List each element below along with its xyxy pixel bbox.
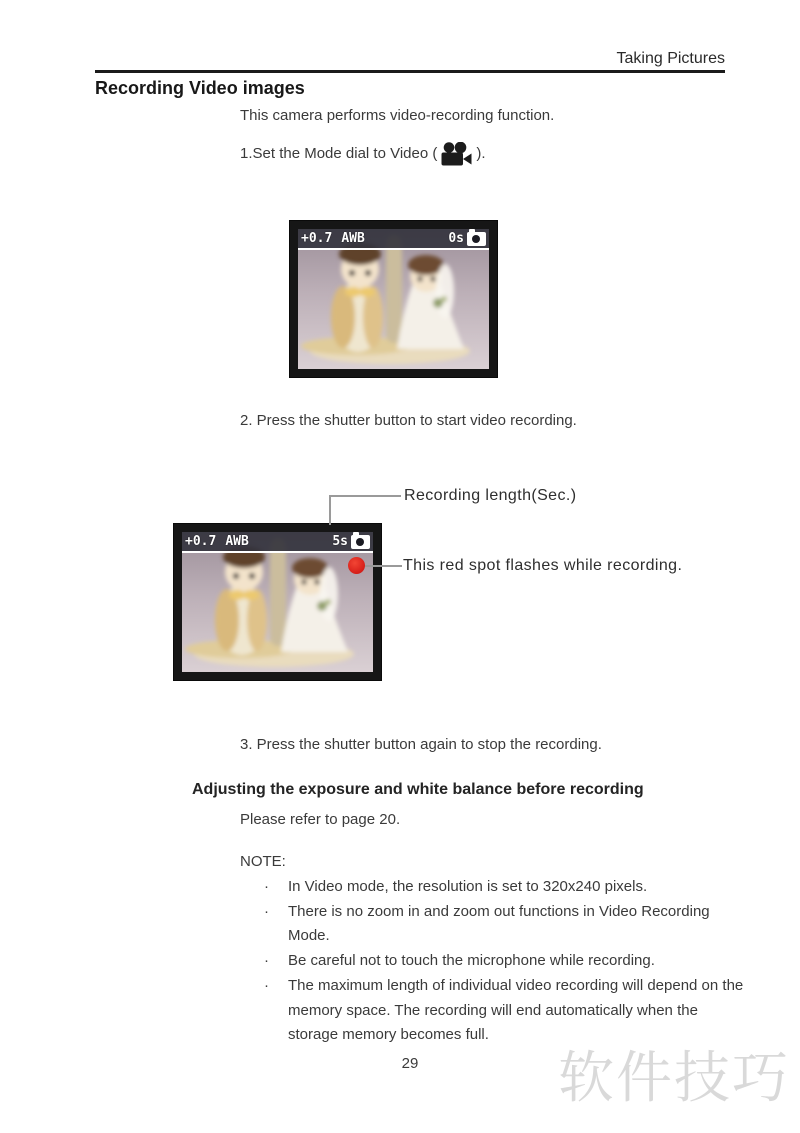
note-item (264, 949, 750, 974)
lcd-photo-figurines (182, 532, 373, 672)
lcd-screen (298, 229, 489, 369)
page-title: Recording Video images (95, 78, 305, 98)
subsection-body: Please refer to page 20. (240, 811, 401, 828)
step-1 (240, 142, 486, 166)
bullet-icon: · (264, 976, 269, 994)
callout-line-red-spot (364, 565, 402, 567)
bullet-icon: · (264, 952, 269, 970)
note-label: NOTE: (240, 853, 286, 870)
page-number: 29 (401, 1055, 419, 1072)
red-spot-label: This red spot flashes while recording. (403, 557, 683, 574)
step-3: 3. Press the shutter button again to stop the recording. (240, 736, 602, 753)
note-list (264, 875, 750, 1048)
note-item-text: The maximum length of individual video recording will depend on the memory space. The recording will end automatically when the storage memory becomes full. (288, 976, 744, 1044)
section-header: Taking Pictures (616, 50, 725, 67)
recording-counter: 5s (332, 534, 348, 549)
lcd-status-bar (182, 532, 373, 553)
note-item (264, 974, 750, 1048)
white-balance-indicator: AWB (341, 231, 365, 246)
note-item (264, 875, 750, 900)
bullet-icon: · (264, 878, 269, 895)
white-balance-indicator: AWB (225, 534, 249, 549)
exposure-value: +0.7 (301, 231, 333, 246)
note-item-text: There is no zoom in and zoom out functions in Video Recording Mode. (288, 902, 710, 945)
callout-line-horizontal (329, 495, 401, 497)
subsection-heading: Adjusting the exposure and white balance before recording (192, 781, 644, 798)
callout-line-vertical (329, 495, 331, 525)
recording-counter: 0s (448, 231, 464, 246)
note-item-text: In Video mode, the resolution is set to 320x240 pixels. (288, 878, 648, 895)
step-1-text-before: 1.Set the Mode dial to Video ( (240, 145, 438, 162)
header-rule (95, 70, 725, 73)
note-item (264, 900, 750, 949)
camera-icon (351, 535, 370, 549)
record-indicator-dot (348, 557, 365, 574)
lcd-screen (182, 532, 373, 672)
video-camera-icon (441, 142, 472, 166)
watermark: 软件技巧 (558, 1046, 790, 1109)
step-1-text-after: ). (476, 145, 486, 162)
recording-length-label: Recording length(Sec.) (404, 487, 577, 504)
note-item-text: Be careful not to touch the microphone while recording. (288, 952, 655, 970)
step-2: 2. Press the shutter button to start video recording. (240, 412, 577, 429)
lcd-photo-figurines (298, 229, 489, 369)
exposure-value: +0.7 (185, 534, 217, 549)
lcd-status-bar (298, 229, 489, 250)
intro-paragraph: This camera performs video-recording function. (240, 107, 555, 124)
bullet-icon: · (264, 902, 269, 920)
lcd-screenshot-2 (174, 524, 381, 680)
camera-icon (467, 232, 486, 246)
lcd-screenshot-1 (290, 221, 497, 377)
